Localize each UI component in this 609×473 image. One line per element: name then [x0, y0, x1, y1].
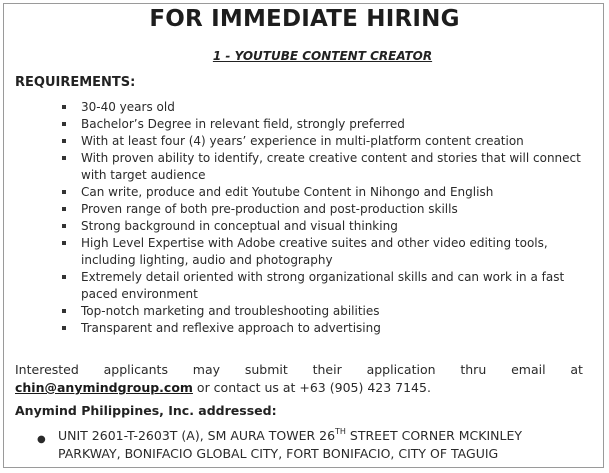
- company-name: Anymind Philippines, Inc. addressed:: [15, 403, 277, 418]
- requirement-item: With proven ability to identify, create creative content and stories that will connect with target audience: [62, 150, 582, 184]
- contact-line: [15, 361, 583, 379]
- requirement-item: Transparent and reflexive approach to advertising: [62, 320, 582, 337]
- contact-word: thru: [460, 362, 487, 377]
- contact-word: submit: [244, 362, 288, 377]
- contact-line: [15, 379, 583, 397]
- contact-word: email: [511, 362, 546, 377]
- requirement-item: Can write, produce and edit Youtube Content in Nihongo and English: [62, 184, 582, 201]
- contact-word: their: [312, 362, 342, 377]
- phone-text: or contact us at +63 (905) 423 7145.: [192, 380, 431, 395]
- address-part: STREET CORNER MCKINLEY PARKWAY, BONIFACIO GLOBAL CITY, FORT BONIFACIO, CITY OF TAGUIG: [58, 428, 522, 461]
- requirement-item: Top-notch marketing and troubleshooting abilities: [62, 303, 582, 320]
- requirements-list: [62, 99, 582, 337]
- address-part: UNIT 2601-T-2603T (A), SM AURA TOWER 26: [58, 428, 336, 443]
- email-link[interactable]: chin@anymindgroup.com: [15, 380, 193, 395]
- requirement-item: Bachelor’s Degree in relevant field, strongly preferred: [62, 116, 582, 133]
- address-superscript: TH: [335, 427, 346, 436]
- requirement-item: With at least four (4) years’ experience in multi-platform content creation: [62, 133, 582, 150]
- round-bullet-icon: ●: [37, 434, 46, 445]
- contact-word: Interested: [15, 362, 79, 377]
- requirement-item: Proven range of both pre-production and post-production skills: [62, 201, 582, 218]
- address-text: [58, 427, 588, 463]
- job-position: 1 - YOUTUBE CONTENT CREATOR: [212, 49, 433, 63]
- contact-word: application: [366, 362, 436, 377]
- requirements-heading: REQUIREMENTS:: [15, 75, 136, 90]
- contact-word: at: [570, 362, 583, 377]
- requirement-item: 30-40 years old: [62, 99, 582, 116]
- requirement-item: Extremely detail oriented with strong organizational skills and can work in a fast paced environment: [62, 269, 582, 303]
- headline: FOR IMMEDIATE HIRING: [149, 6, 460, 32]
- requirement-item: Strong background in conceptual and visual thinking: [62, 218, 582, 235]
- contact-word: may: [192, 362, 221, 377]
- requirement-item: High Level Expertise with Adobe creative suites and other video editing tools, including lighting, audio and photography: [62, 235, 582, 269]
- contact-paragraph: [15, 361, 583, 397]
- contact-word: applicants: [103, 362, 168, 377]
